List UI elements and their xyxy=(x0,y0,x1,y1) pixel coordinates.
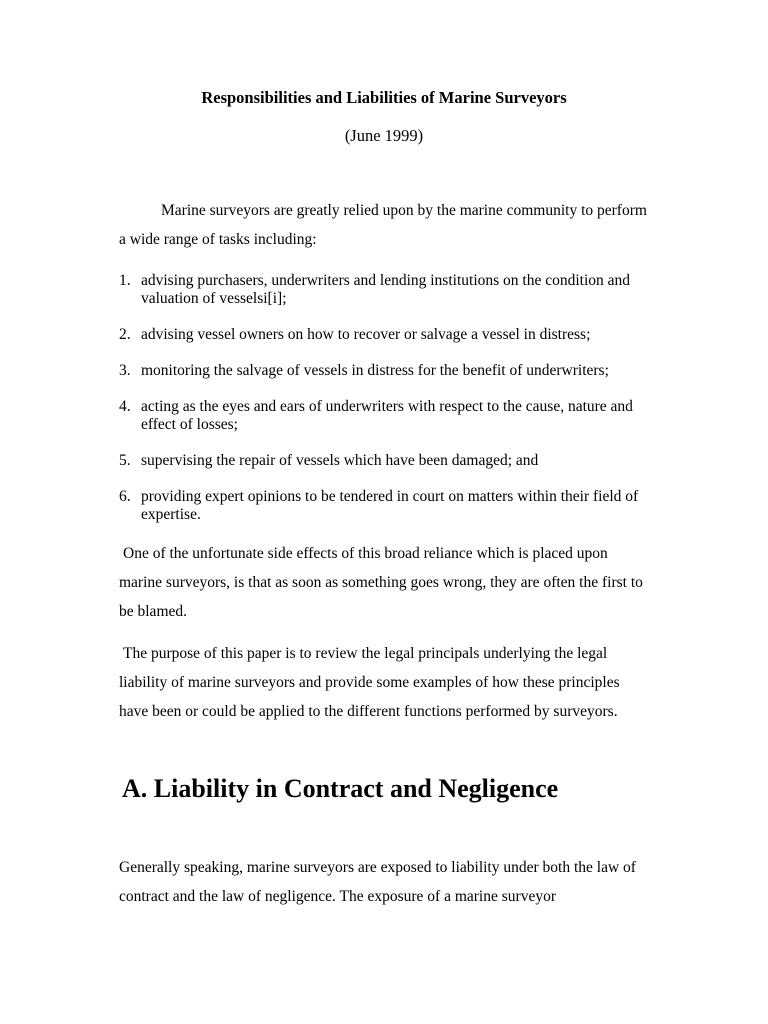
purpose-paragraph: The purpose of this paper is to review the legal principals underlying the legal liability of marine surveyors and provide some examples of how these principles have been or could be applied to the different functions performed by surveyors. xyxy=(119,645,620,720)
list-item-text: advising vessel owners on how to recover or salvage a vessel in distress; xyxy=(141,326,591,343)
intro-paragraph: Marine surveyors are greatly relied upon by the marine community to perform a wide range of tasks including: xyxy=(119,202,647,248)
liability-paragraph: Generally speaking, marine surveyors are exposed to liability under both the law of contract and the law of negligence. The exposure of a marine surveyor xyxy=(119,859,636,905)
reliance-paragraph: One of the unfortunate side effects of this broad reliance which is placed upon marine surveyors, is that as soon as something goes wrong, they are often the first to be blamed. xyxy=(119,545,643,620)
document-title: Responsibilities and Liabilities of Marine Surveyors xyxy=(201,88,567,107)
list-item xyxy=(119,488,649,524)
list-item-number: 5. xyxy=(119,452,131,469)
list-item xyxy=(119,452,649,470)
document-date: (June 1999) xyxy=(344,126,424,145)
list-item-number: 6. xyxy=(119,488,131,505)
list-item-number: 2. xyxy=(119,326,131,343)
list-item xyxy=(119,326,649,344)
list-item-text: supervising the repair of vessels which have been damaged; and xyxy=(141,452,539,469)
list-item-number: 3. xyxy=(119,362,131,379)
list-item xyxy=(119,398,649,434)
list-item-number: 4. xyxy=(119,398,131,415)
list-item xyxy=(119,272,649,308)
list-item-text: acting as the eyes and ears of underwriters with respect to the cause, nature and effect of losses; xyxy=(141,398,633,433)
list-item-number: 1. xyxy=(119,272,131,289)
list-item-text: monitoring the salvage of vessels in distress for the benefit of underwriters; xyxy=(141,362,609,379)
list-item xyxy=(119,362,649,380)
list-item-text: providing expert opinions to be tendered in court on matters within their field of expertise. xyxy=(141,488,639,523)
list-item-text: advising purchasers, underwriters and lending institutions on the condition and valuation of vesselsi[i]; xyxy=(141,272,631,307)
section-heading: A. Liability in Contract and Negligence xyxy=(122,774,559,803)
